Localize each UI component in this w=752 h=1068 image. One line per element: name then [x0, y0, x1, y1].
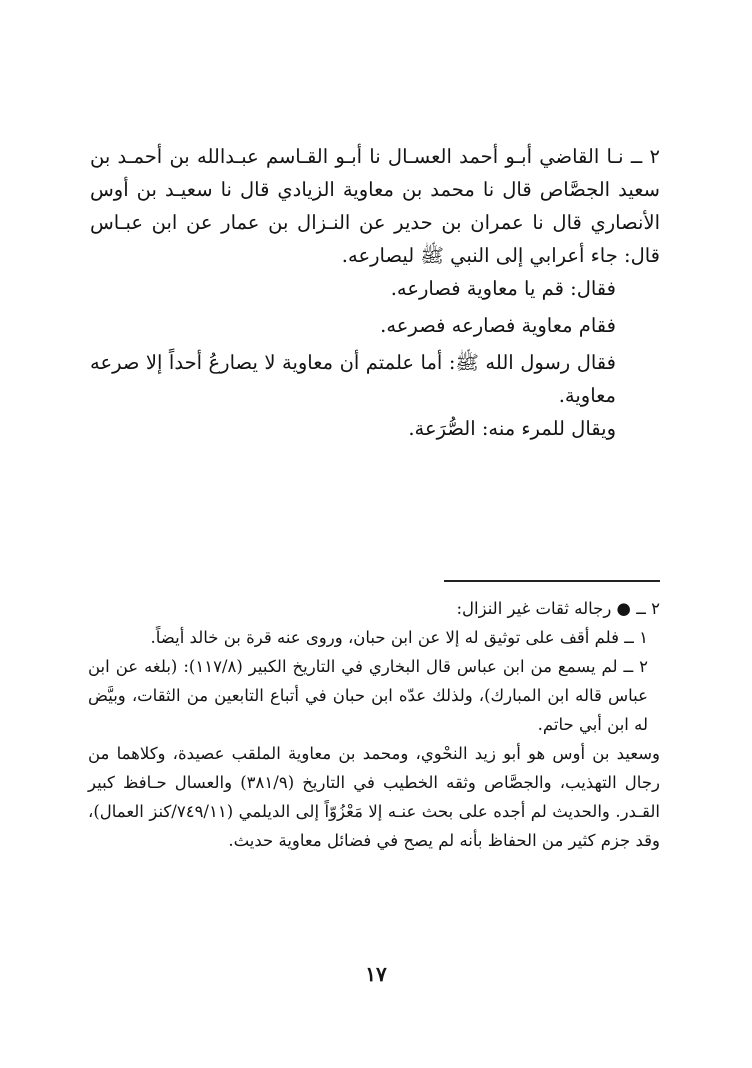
footnote-heading: [88, 594, 660, 623]
page-number: ١٧: [365, 962, 387, 986]
footnote-point: ٢ ــ لم يسمع من ابن عباس قال البخاري في التاريخ الكبير (١١٧/٨): (بلغه عن ابن عباس قاله ابن المبارك)، ولذلك عدّه ابن حبان في أتباع التابعين من الثقات، وبيَّض له ابن أبي حاتم.: [88, 657, 649, 734]
main-text: [90, 140, 660, 445]
hadith-paragraph: ٢ ــ نـا القاضي أبـو أحمد العسـال نا أبـو القـاسم عبـدالله بن أحمـد بن سعيد الجصَّاص قال نا محمد بن معاوية الزيادي قال نا سعيـد بن أوس الأنصاري قال نا عمران بن حدير عن النـزال بن عمار عن ابن عبـاس قال: جاء أعرابي إلى النبي ﷺ ليصارعه.: [90, 145, 660, 267]
dialogue-line: فقام معاوية فصارعه فصرعه.: [380, 314, 616, 337]
footnote-number: ٢ ــ: [636, 599, 660, 618]
closing-line: ويقال للمرء منه: الصُّرَعة.: [408, 417, 616, 440]
footnote-point: ١ ــ فلم أقف على توثيق له إلا عن ابن حبان، وروى عنه قرة بن خالد أيضاً.: [150, 628, 648, 647]
footnote-paragraph: وسعيد بن أوس هو أبو زيد النحْوي، ومحمد بن معاوية الملقب عصيدة، وكلاهما من رجال التهذيب، والجصَّاص وثقه الخطيب في التاريخ (٣٨١/٩) والعسال حـافظ كبير القـدر. والحديث لم أجده على بحث عنـه إلا مَعْزُوّاً إلى الديلمي (٧٤٩/١١/كنز العمال)، وقد جزم كثير من الحفاظ بأنه لم يصح في فضائل معاوية حديث.: [88, 744, 660, 850]
footnote-heading-text: رجاله ثقات غير النزال:: [456, 599, 612, 618]
bullet-icon: ●: [616, 599, 631, 618]
footnote-separator: [444, 580, 660, 582]
dialogue-line: فقال رسول الله ﷺ: أما علمتم أن معاوية لا يصارعُ أحداً إلا صرعه معاوية.: [90, 351, 616, 407]
dialogue-line: فقال: قم يا معاوية فصارعه.: [390, 277, 616, 300]
footnotes: [88, 594, 660, 855]
